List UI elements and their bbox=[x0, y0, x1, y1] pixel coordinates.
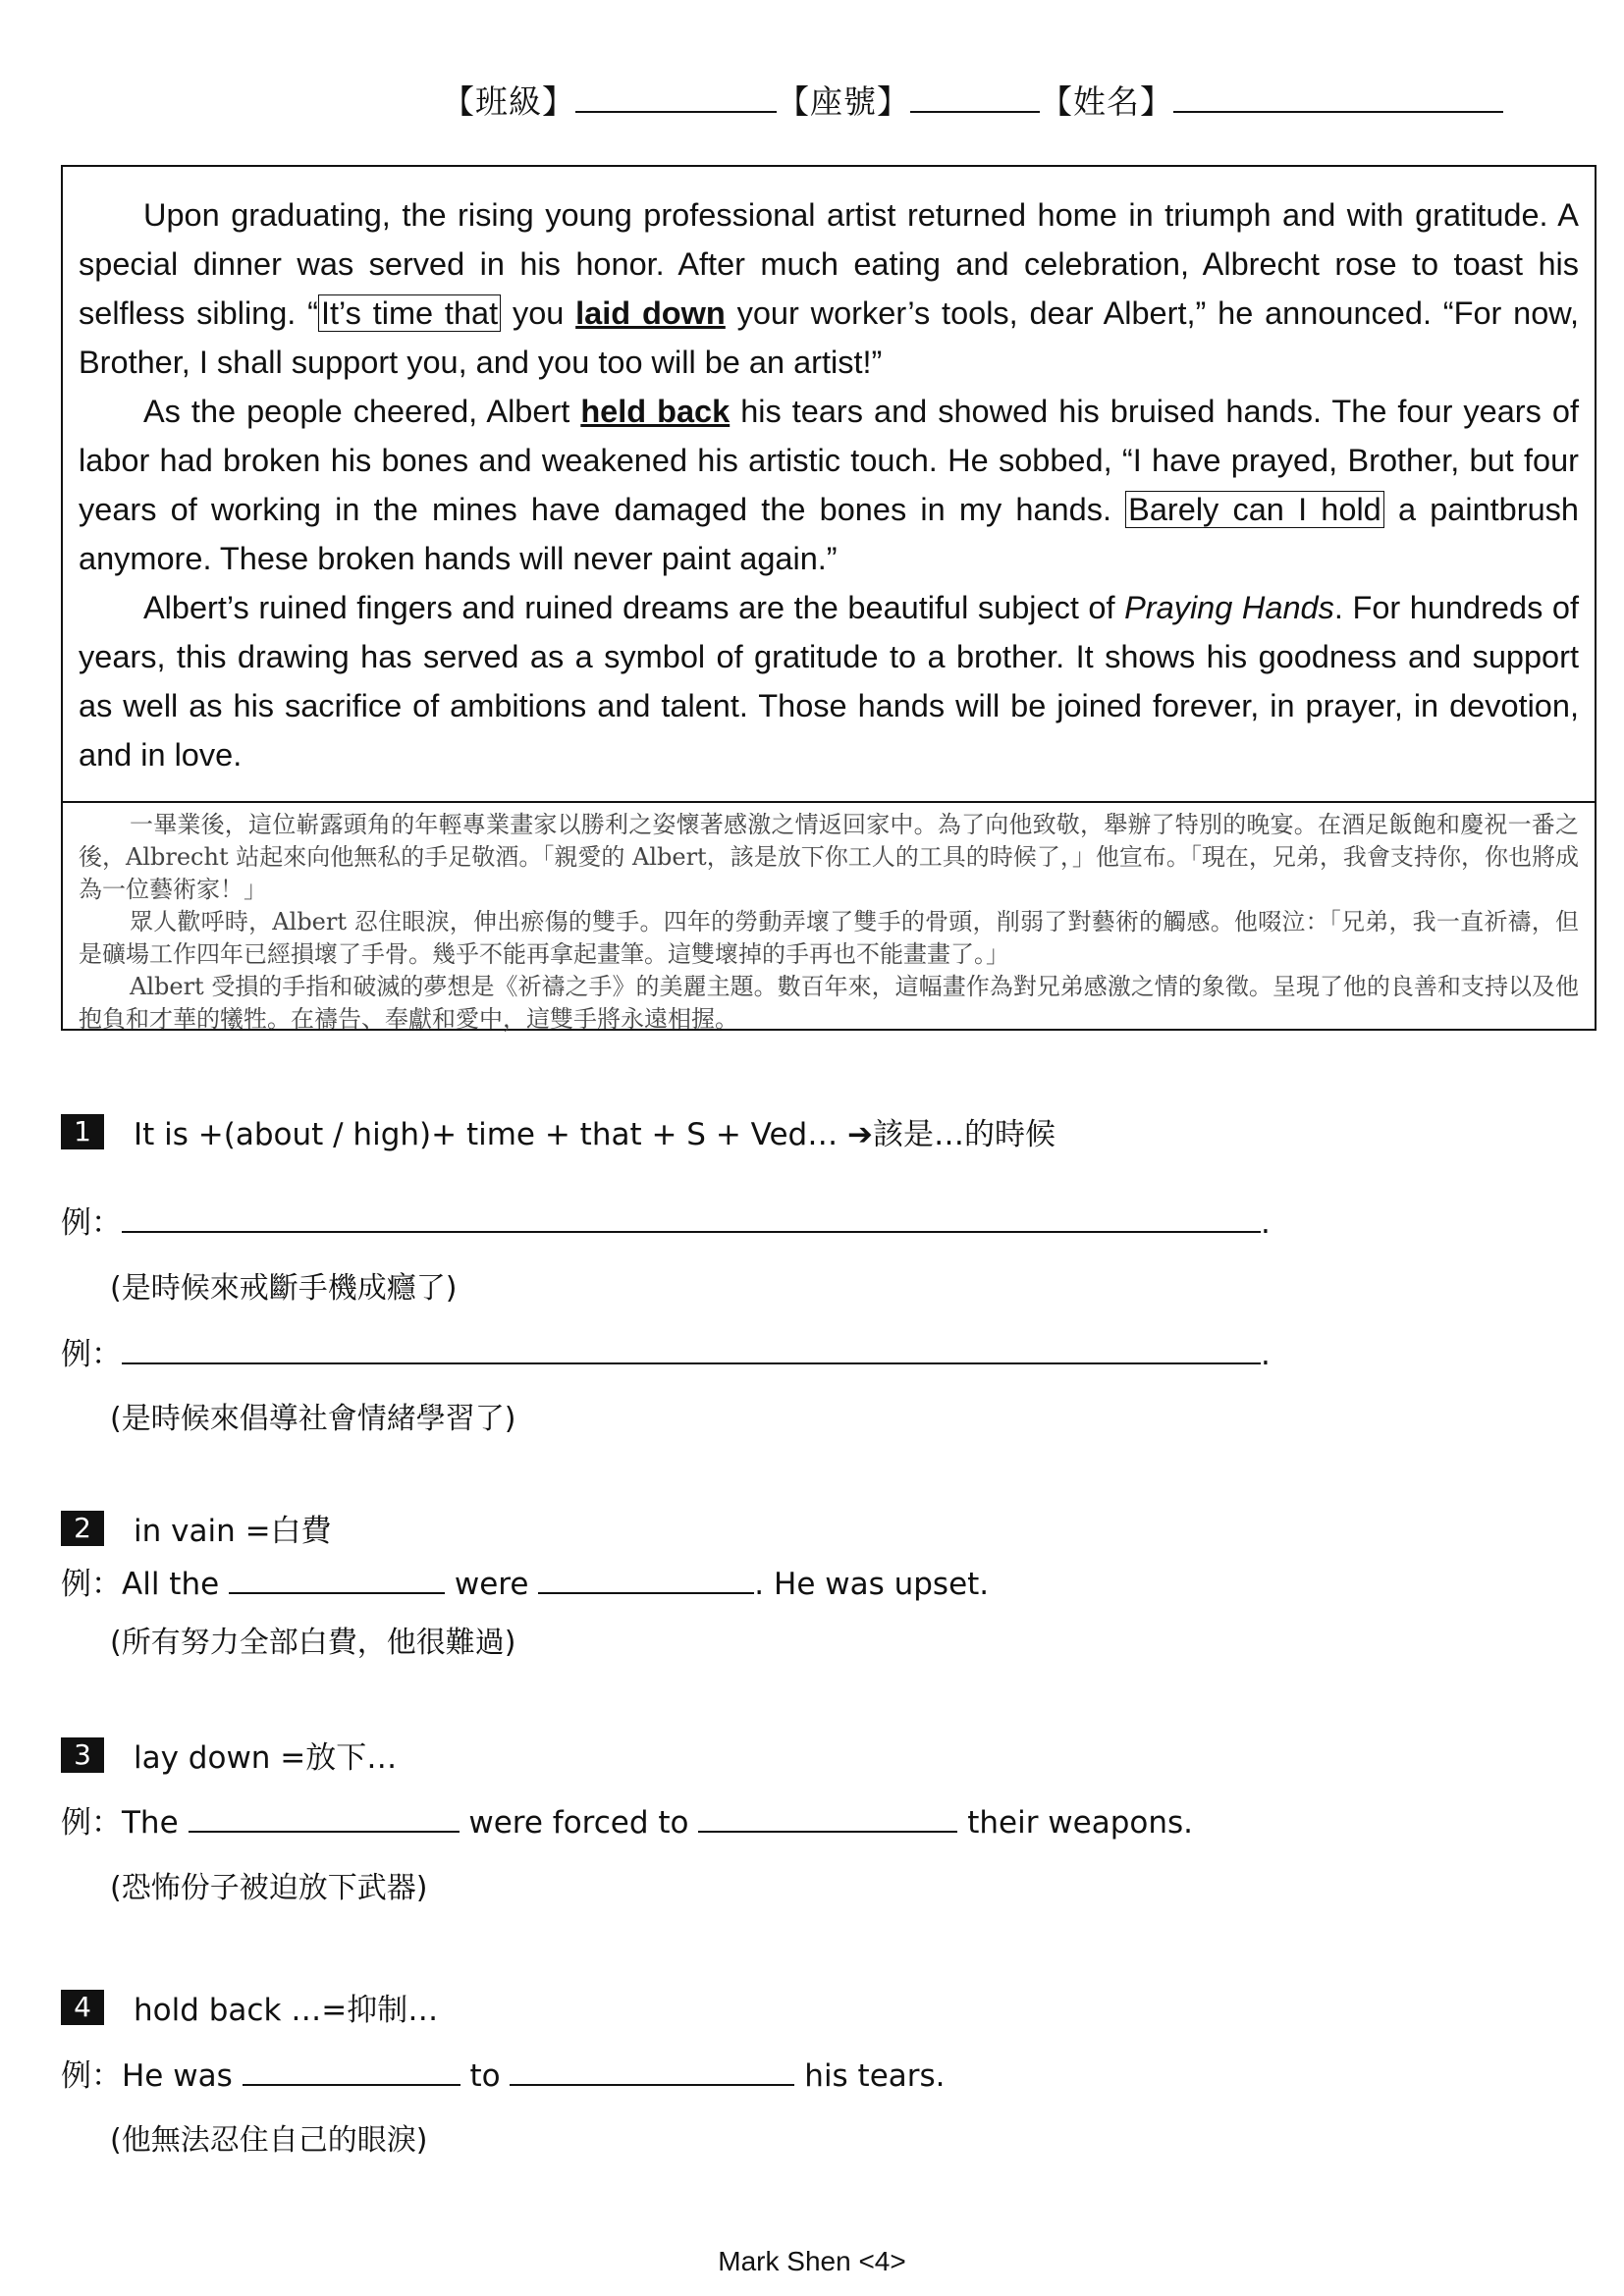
class-blank[interactable] bbox=[575, 81, 777, 113]
class-label: 【班級】 bbox=[442, 82, 575, 121]
answer-blank[interactable] bbox=[189, 1801, 460, 1833]
section-number: 2 bbox=[61, 1511, 104, 1546]
example-label: 例： bbox=[61, 1205, 122, 1241]
answer-blank[interactable] bbox=[243, 2055, 460, 2086]
section-3-heading bbox=[61, 1733, 397, 1777]
section-title: It is +(about / high)+ time + that + S + Ved… ➔該是…的時候 bbox=[134, 1117, 1056, 1152]
section-4-example: 例：He was to his tears. bbox=[61, 2051, 946, 2095]
seat-blank[interactable] bbox=[910, 81, 1040, 113]
highlight-its-time-that: It’s time that bbox=[318, 294, 501, 332]
section-title: hold back …=抑制… bbox=[134, 1993, 439, 2028]
chinese-translation bbox=[63, 801, 1595, 1031]
section-1-hint-2: (是時候來倡導社會情緒學習了) bbox=[110, 1402, 516, 1436]
section-2-hint: (所有努力全部白費，他很難過) bbox=[110, 1626, 516, 1660]
example-label: 例： bbox=[61, 1567, 122, 1602]
section-2-example: 例：All the were . He was upset. bbox=[61, 1559, 989, 1603]
answer-blank[interactable] bbox=[698, 1801, 957, 1833]
section-4-hint: (他無法忍住自己的眼淚) bbox=[110, 2123, 428, 2158]
name-label: 【姓名】 bbox=[1040, 82, 1173, 121]
english-passage bbox=[63, 167, 1595, 801]
section-1-example-2: 例： . bbox=[61, 1329, 1271, 1373]
student-info-header bbox=[442, 77, 1503, 123]
answer-blank[interactable] bbox=[229, 1563, 445, 1594]
section-number: 4 bbox=[61, 1990, 104, 2025]
section-number: 3 bbox=[61, 1737, 104, 1773]
section-title: in vain =白費 bbox=[134, 1514, 332, 1549]
example-label: 例： bbox=[61, 1805, 122, 1841]
passage-paragraph-2: As the people cheered, Albert held back his tears and showed his bruised hands. The four years of labor had broken his bones and weakened his artistic touch. He sobbed, “I have prayed, Brother, but four years of working in the mines have damaged the bones in my hands. Barely can I hold a paintbrush anymore. These broken hands will never paint again.” bbox=[79, 394, 1579, 576]
highlight-held-back: held back bbox=[580, 394, 731, 429]
answer-blank[interactable] bbox=[122, 1333, 1261, 1364]
section-2-heading bbox=[61, 1506, 332, 1550]
name-blank[interactable] bbox=[1173, 81, 1503, 113]
section-1-example-1: 例： . bbox=[61, 1198, 1271, 1242]
seat-label: 【座號】 bbox=[777, 82, 910, 121]
passage-paragraph-3: Albert’s ruined fingers and ruined dreams are the beautiful subject of Praying Hands. For hundreds of years, this drawing has served as a symbol of gratitude to a brother. It shows his goodness and support as well as his sacrifice of ambitions and talent. Those hands will be joined forever, in prayer, in devotion, and in love. bbox=[79, 590, 1580, 773]
highlight-laid-down: laid down bbox=[575, 295, 726, 331]
highlight-barely-can-i-hold: Barely can I hold bbox=[1125, 491, 1384, 528]
example-label: 例： bbox=[61, 1337, 122, 1372]
example-label: 例： bbox=[61, 2058, 122, 2094]
section-1-hint-1: (是時候來戒斷手機成癮了) bbox=[110, 1271, 458, 1306]
answer-blank[interactable] bbox=[538, 1563, 754, 1594]
answer-blank[interactable] bbox=[510, 2055, 794, 2086]
translation-paragraph-2: 眾人歡呼時，Albert 忍住眼淚，伸出瘀傷的雙手。四年的勞動弄壞了雙手的骨頭，削弱了對藝術的觸感。他啜泣：「兄弟，我一直祈禱，但是礦場工作四年已經損壞了手骨。幾乎不能再拿起畫筆。這雙壞掉的手再也不能畫畫了。」 bbox=[79, 908, 1579, 968]
translation-paragraph-3: Albert 受損的手指和破滅的夢想是《祈禱之手》的美麗主題。數百年來，這幅畫作為對兄弟感激之情的象徵。呈現了他的良善和支持以及他抱負和才華的犧牲。在禱告、奉獻和愛中，這雙手將永遠相握。 bbox=[79, 973, 1579, 1033]
passage-paragraph-1: Upon graduating, the rising young professional artist returned home in triumph and with gratitude. A special dinner was served in his honor. After much eating and celebration, Albrecht rose to toast his selfless sibling. “It’s time that you laid down your worker’s tools, dear Albert,” he announced. “For now, Brother, I shall support you, and you too will be an artist!” bbox=[79, 197, 1580, 380]
section-4-heading bbox=[61, 1985, 438, 2029]
title-praying-hands: Praying Hands bbox=[1124, 590, 1334, 625]
reading-passage-box bbox=[61, 165, 1597, 1031]
section-1-heading bbox=[61, 1109, 1056, 1153]
section-number: 1 bbox=[61, 1114, 104, 1149]
section-title: lay down =放下… bbox=[134, 1740, 398, 1776]
page-footer: Mark Shen <4> bbox=[718, 2246, 906, 2276]
translation-paragraph-1: 一畢業後，這位嶄露頭角的年輕專業畫家以勝利之姿懷著感激之情返回家中。為了向他致敬，舉辦了特別的晚宴。在酒足飯飽和慶祝一番之後，Albrecht 站起來向他無私的手足敬酒。「親愛的 Albert，該是放下你工人的工具的時候了，」他宣布。「現在，兄弟，我會支持你，你也將成為一位藝術家！」 bbox=[79, 811, 1579, 903]
section-3-hint: (恐怖份子被迫放下武器) bbox=[110, 1871, 428, 1905]
section-3-example: 例：The were forced to their weapons. bbox=[61, 1797, 1193, 1842]
answer-blank[interactable] bbox=[122, 1201, 1261, 1233]
